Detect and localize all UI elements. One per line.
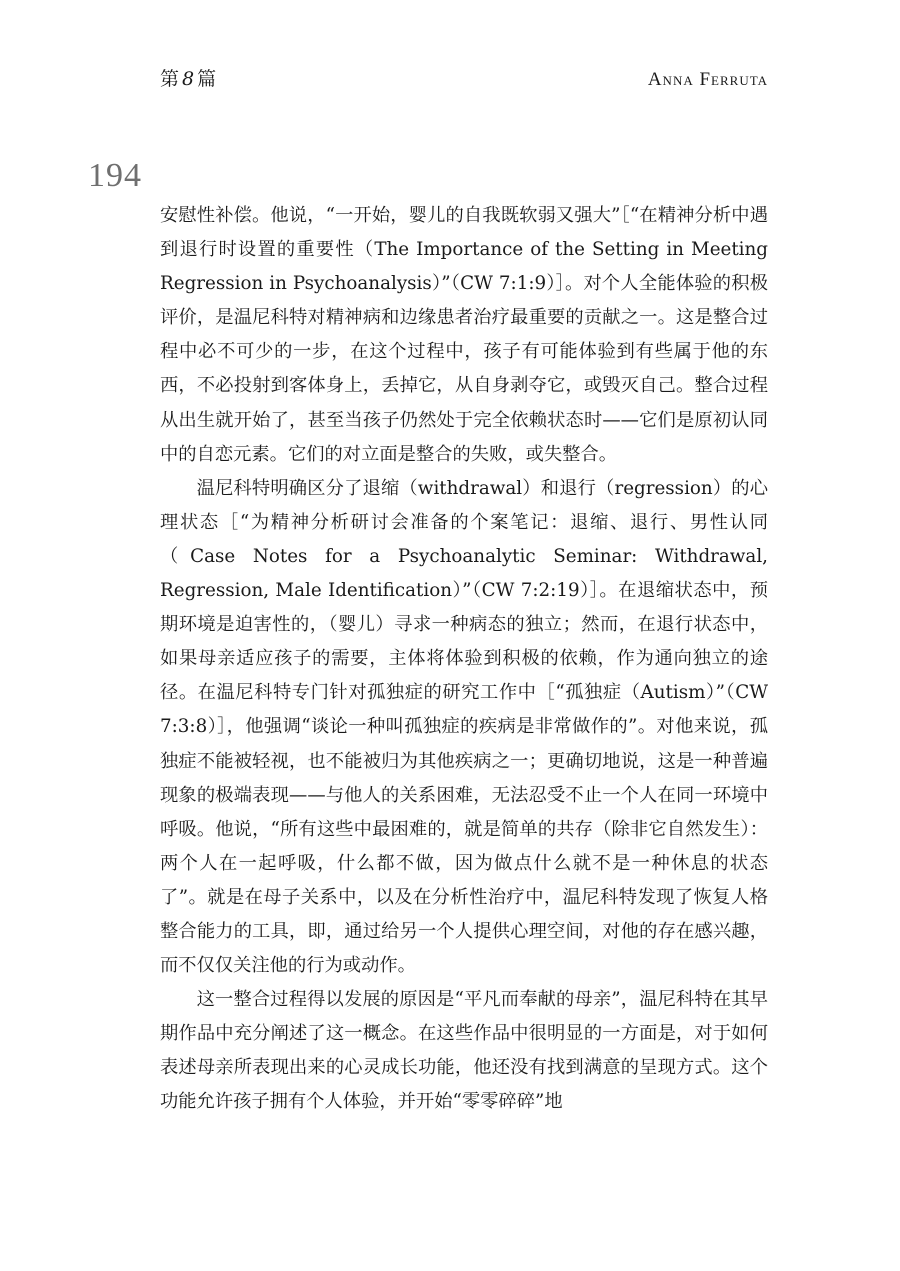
paragraph-3: 这一整合过程得以发展的原因是“平凡而奉献的母亲”，温尼科特在其早期作品中充分阐述了这一概念。在这些作品中很明显的一方面是，对于如何表述母亲所表现出来的心灵成长功能，他还没有找到满意的呈现方式。这个功能允许孩子拥有个人体验，并开始“零零碎碎”地 [160, 989, 768, 1113]
chapter-suffix: 篇 [197, 68, 217, 90]
running-header-chapter [160, 66, 216, 92]
chapter-number: 8 [182, 68, 195, 90]
chapter-prefix: 第 [160, 68, 180, 90]
page-number: 194 [88, 157, 142, 194]
paragraph-1: 安慰性补偿。他说，“一开始，婴儿的自我既软弱又强大”［“在精神分析中遇到退行时设置的重要性（The Importance of the Setting in Meeting Regression in Psychoanalysis）”（CW 7:1:9）］。对个人全能体验的积极评价，是温尼科特对精神病和边缘患者治疗最重要的贡献之一。这是整合过程中必不可少的一步，在这个过程中，孩子有可能体验到有些属于他的东西，不必投射到客体身上，丢掉它，从自身剥夺它，或毁灭自己。整合过程从出生就开始了，甚至当孩子仍然处于完全依赖状态时——它们是原初认同中的自恋元素。它们的对立面是整合的失败，或失整合。 [160, 205, 768, 465]
paragraph-2: 温尼科特明确区分了退缩（withdrawal）和退行（regression）的心理状态［“为精神分析研讨会准备的个案笔记：退缩、退行、男性认同（Case Notes for a Psychoanalytic Seminar: Withdrawal, Regression, Male Identification）”（CW 7:2:19）］。在退缩状态中，预期环境是迫害性的，（婴儿）寻求一种病态的独立；然而，在退行状态中，如果母亲适应孩子的需要，主体将体验到积极的依赖，作为通向独立的途径。在温尼科特专门针对孤独症的研究工作中［“孤独症（Autism）”（CW 7:3:8）］，他强调“谈论一种叫孤独症的疾病是非常做作的”。对他来说，孤独症不能被轻视，也不能被归为其他疾病之一；更确切地说，这是一种普遍现象的极端表现——与他人的关系困难，无法忍受不止一个人在同一环境中呼吸。他说，“所有这些中最困难的，就是简单的共存（除非它自然发生）：两个人在一起呼吸，什么都不做，因为做点什么就不是一种休息的状态了”。就是在母子关系中，以及在分析性治疗中，温尼科特发现了恢复人格整合能力的工具，即，通过给另一个人提供心理空间，对他的存在感兴趣，而不仅仅关注他的行为或动作。 [160, 477, 768, 977]
body-text [160, 199, 768, 1120]
running-header-author: Anna Ferruta [647, 69, 768, 90]
